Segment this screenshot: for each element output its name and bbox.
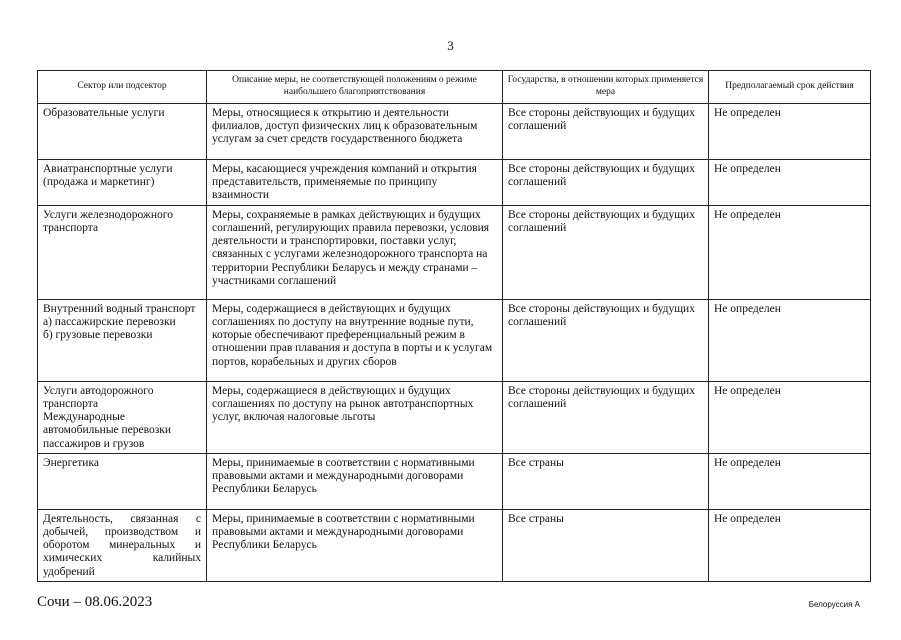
term-cell: Не определен [709, 299, 871, 381]
sector-line: Международные автомобильные перевозки пассажиров и грузов [43, 411, 172, 450]
header-description: Описание меры, не соответствующей положениям о режиме наибольшего благоприятствования [207, 71, 503, 104]
term-cell: Не определен [709, 509, 871, 581]
description-cell: Меры, содержащиеся в действующих и будущих соглашениях по доступу на внутренние водные пути, которые обеспечивают преференциальный режим в отношении прав плавания и доступа в порты и к услугам портов, корабельных и других сборов [207, 299, 503, 381]
description-cell: Меры, сохраняемые в рамках действующих и будущих соглашений, регулирующих правила перевозки, условия деятельности и транспортировки, поставки услуг, связанных с услугами железнодорожного транспорта на территории Республики Беларусь и между странами – участниками соглашений [207, 205, 503, 299]
description-cell: Меры, относящиеся к открытию и деятельности филиалов, доступ физических лиц к образовательным услугам за счет средств государственного бюджета [207, 104, 503, 160]
term-cell: Не определен [709, 104, 871, 160]
sector-line: Энергетика [43, 456, 99, 469]
sector-line: Деятельность, связанная с добычей, производством и оборотом минеральных и химических калийных удобрений [43, 512, 201, 578]
term-cell: Не определен [709, 205, 871, 299]
sector-cell [38, 453, 207, 509]
footer-mark: Белоруссия А [808, 600, 860, 609]
table-row [38, 453, 871, 509]
header-sector: Сектор или подсектор [38, 71, 207, 104]
table-row [38, 104, 871, 160]
table-row [38, 509, 871, 581]
description-cell: Меры, принимаемые в соответствии с нормативными правовыми актами и международными договорами Республики Беларусь [207, 453, 503, 509]
states-cell: Все страны [503, 509, 709, 581]
sector-line: б) грузовые перевозки [43, 329, 153, 342]
header-term: Предполагаемый срок действия [709, 71, 871, 104]
table-row [38, 205, 871, 299]
page-number: 3 [447, 38, 454, 53]
sector-line: а) пассажирские перевозки [43, 315, 176, 328]
sector-line: Внутренний водный транспорт [43, 302, 196, 315]
description-cell: Меры, содержащиеся в действующих и будущих соглашениях по доступу на рынок автотранспортных услуг, включая налоговые льготы [207, 381, 503, 453]
states-cell: Все стороны действующих и будущих соглашений [503, 205, 709, 299]
sector-line: Услуги железнодорожного транспорта [43, 208, 173, 234]
sector-line: Авиатранспортные услуги (продажа и маркетинг) [43, 163, 173, 189]
term-cell: Не определен [709, 160, 871, 206]
footer-place-date: Сочи – 08.06.2023 [37, 594, 153, 610]
states-cell: Все стороны действующих и будущих соглашений [503, 104, 709, 160]
header-states: Государства, в отношении которых применяется мера [503, 71, 709, 104]
term-cell: Не определен [709, 381, 871, 453]
description-cell: Меры, касающиеся учреждения компаний и открытия представительств, применяемые по принципу взаимности [207, 160, 503, 206]
states-cell: Все стороны действующих и будущих соглашений [503, 381, 709, 453]
sector-line: Образовательные услуги [43, 107, 165, 119]
states-cell: Все стороны действующих и будущих соглашений [503, 299, 709, 381]
table-header-row [38, 71, 871, 104]
sector-cell [38, 381, 207, 453]
term-cell: Не определен [709, 453, 871, 509]
sector-line: Услуги автодорожного транспорта [43, 384, 154, 410]
sector-cell [38, 509, 207, 581]
sector-cell [38, 160, 207, 206]
table-row [38, 160, 871, 206]
sector-cell [38, 104, 207, 160]
sector-cell [38, 205, 207, 299]
states-cell: Все стороны действующих и будущих соглашений [503, 160, 709, 206]
table-row [38, 299, 871, 381]
measures-table [37, 70, 871, 582]
table-row [38, 381, 871, 453]
description-cell: Меры, принимаемые в соответствии с нормативными правовыми актами и международными договорами Республики Беларусь [207, 509, 503, 581]
sector-cell [38, 299, 207, 381]
states-cell: Все страны [503, 453, 709, 509]
